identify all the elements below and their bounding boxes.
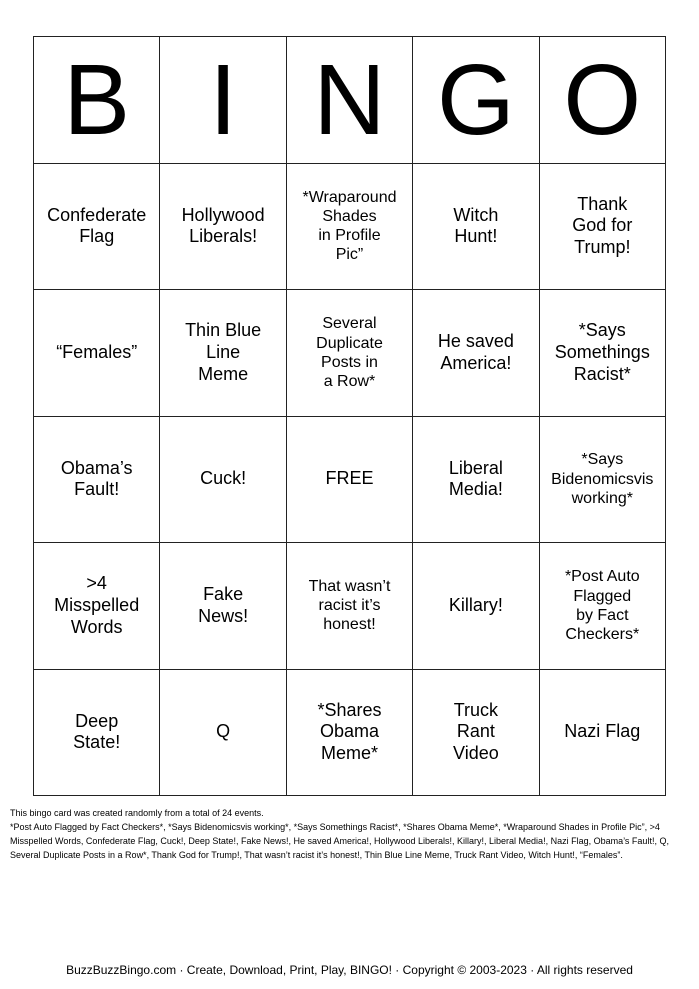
cell-text: *Says Somethings Racist* [554,320,650,384]
header-cell-g [413,37,539,164]
cell-text: Killary! [448,594,503,615]
cell-text: Cuck! [200,468,247,489]
bingo-cell [413,290,539,417]
bingo-cell [540,417,666,544]
bingo-cell [540,543,666,670]
cell-text: >4 Misspelled Words [54,573,140,637]
cell-text: Witch Hunt! [453,204,499,247]
cell-text: Liberal Media! [448,457,503,500]
header-letter: B [63,43,131,156]
footnote-summary: This bingo card was created randomly from a total of 24 events. [10,808,264,818]
cell-text: *Wraparound Shades in Profile Pic” [302,188,397,264]
header-letter: I [209,43,237,156]
bingo-cell [413,543,539,670]
bingo-cell [160,670,286,797]
header-cell-o [540,37,666,164]
bingo-cell [34,417,160,544]
cell-text: FREE [325,468,374,489]
bingo-cell [160,543,286,670]
bingo-cell [413,670,539,797]
bingo-cell [540,670,666,797]
cell-text: Q [216,721,231,742]
bingo-cell [287,543,413,670]
bingo-cell [34,670,160,797]
header-cell-i [160,37,286,164]
bingo-cell [287,670,413,797]
cell-text: He saved America! [437,331,514,373]
card-footnote [10,806,690,862]
bingo-card [33,36,666,796]
cell-text: That wasn’t racist it’s honest! [308,577,391,634]
cell-text: *Post Auto Flagged by Fact Checkers* [564,568,640,643]
header-cell-b [34,37,160,164]
cell-text: Obama’s Fault! [60,457,133,500]
cell-text: “Females” [56,341,138,362]
header-letter: G [436,43,515,156]
copyright-footer: BuzzBuzzBingo.com · Create, Download, Print, Play, BINGO! · Copyright © 2003-2023 · All rights reserved [66,963,633,977]
cell-text: Deep State! [73,710,121,753]
bingo-cell [160,164,286,291]
cell-text: Hollywood Liberals! [181,204,265,247]
header-letter: N [313,43,386,156]
bingo-cell [160,290,286,417]
bingo-cell [540,290,666,417]
bingo-cell [413,417,539,544]
header-cell-n [287,37,413,164]
bingo-cell [540,164,666,291]
bingo-cell [34,543,160,670]
bingo-cell [34,164,160,291]
bingo-cell [287,290,413,417]
cell-text: *Shares Obama Meme* [317,699,382,764]
cell-text: Several Duplicate Posts in a Row* [316,315,383,390]
footnote-event-list: *Post Auto Flagged by Fact Checkers*, *Says Bidenomicsvis working*, *Says Somethings Racist*, *Shares Obama Meme*, *Wraparound Shades in Profile Pic”, >4 Misspelled Words, Confederate Flag, Cuck!, Deep State!, Fake News!, He saved America!, Hollywood Liberals!, Killary!, Liberal Media!, Nazi Flag, Obama’s Fault!, Q, Several Duplicate Posts in a Row*, Thank God for Trump!, That wasn’t racist it’s honest!, Thin Blue Line Meme, Truck Rant Video, Witch Hunt!, “Females”. [10,822,669,860]
cell-text: Thin Blue Line Meme [185,320,262,384]
bingo-cell [34,290,160,417]
header-letter: O [563,43,642,156]
cell-text: Truck Rant Video [453,699,499,764]
cell-text: Fake News! [198,584,249,626]
cell-text: *Says Bidenomicsvis working* [551,451,654,507]
cell-text: Thank God for Trump! [572,193,633,258]
cell-text: Confederate Flag [47,204,147,247]
bingo-cell [413,164,539,291]
cell-text: Nazi Flag [564,721,641,742]
bingo-cell [287,164,413,291]
free-cell [287,417,413,544]
bingo-cell [160,417,286,544]
